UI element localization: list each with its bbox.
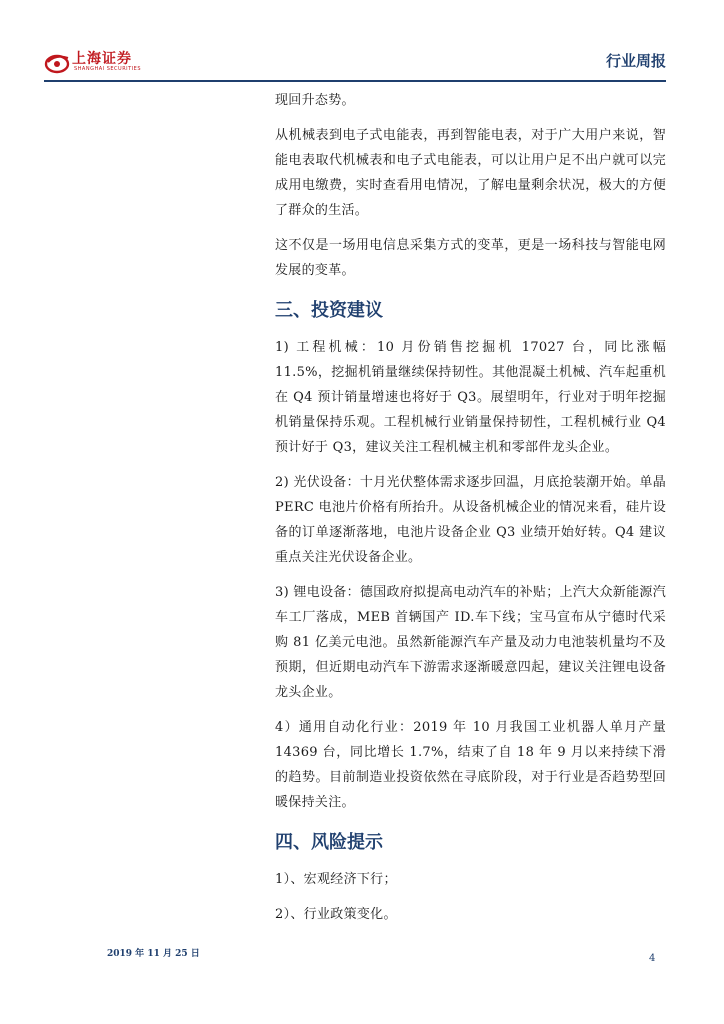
paragraph-smart-meter: 从机械表到电子式电能表，再到智能电表，对于广大用户来说，智能电表取代机械表和电子式电能表，可以让用户足不出户就可以完成用电缴费，实时查看用电情况，了解电量剩余状况，极大的方便了群众的生活。 <box>275 128 666 218</box>
paragraph-pv-equipment: 2) 光伏设备：十月光伏整体需求逐步回温，月底抢装潮开始。单晶 PERC 电池片价格有所抬升。从设备机械企业的情况来看，硅片设备的订单逐渐落地，电池片设备企业 Q3 业绩开始好转。Q4 建议重点关注光伏设备企业。 <box>275 475 666 565</box>
report-type-title: 行业周报 <box>605 52 666 70</box>
paragraph-automation: 4）通用自动化行业：2019 年 10 月我国工业机器人单月产量 14369 台，同比增长 1.7%，结束了自 18 年 9 月以来持续下滑的趋势。目前制造业投资依然在寻底阶段，对于行业是否趋势型回暖保持关注。 <box>275 720 666 810</box>
logo-text: 上海证券 <box>72 51 132 67</box>
main-content <box>275 88 666 927</box>
paragraph-construction-machinery: 1) 工程机械：10 月份销售挖掘机 17027 台，同比涨幅 11.5%，挖掘机销量继续保持韧性。其他混凝土机械、汽车起重机在 Q4 预计销量增速也将好于 Q3。展望明年，行业对于明年挖掘机销量保持乐观。工程机械行业销量保持韧性，工程机械行业 Q4 预计好于 Q3，建议关注工程机械主机和零部件龙头企业。 <box>275 340 666 455</box>
paragraph-lithium-equipment: 3) 锂电设备：德国政府拟提高电动汽车的补贴；上汽大众新能源汽车工厂落成，MEB 首辆国产 ID.车下线；宝马宣布从宁德时代采购 81 亿美元电池。虽然新能源汽车产量及动力电池装机量均不及预期，但近期电动汽车下游需求逐渐暖意四起，建议关注锂电设备龙头企业。 <box>275 585 666 700</box>
section-heading-risk: 四、风险提示 <box>275 832 383 853</box>
logo-subtext: SHANGHAI SECURITIES <box>74 66 142 72</box>
risk-item-macro: 1）、宏观经济下行； <box>275 872 397 887</box>
paragraph-revolution: 这不仅是一场用电信息采集方式的变革，更是一场科技与智能电网发展的变革。 <box>275 238 666 278</box>
page-number: 4 <box>649 953 656 964</box>
section-heading-investment: 三、投资建议 <box>275 300 383 321</box>
page-header <box>44 44 666 80</box>
company-logo <box>44 48 144 76</box>
header-divider <box>44 80 666 82</box>
footer-date: 2019 年 11 月 25 日 <box>107 949 200 959</box>
paragraph-continuation: 现回升态势。 <box>275 93 355 108</box>
logo-emblem-icon <box>44 48 72 76</box>
risk-item-policy: 2）、行业政策变化。 <box>275 907 397 922</box>
